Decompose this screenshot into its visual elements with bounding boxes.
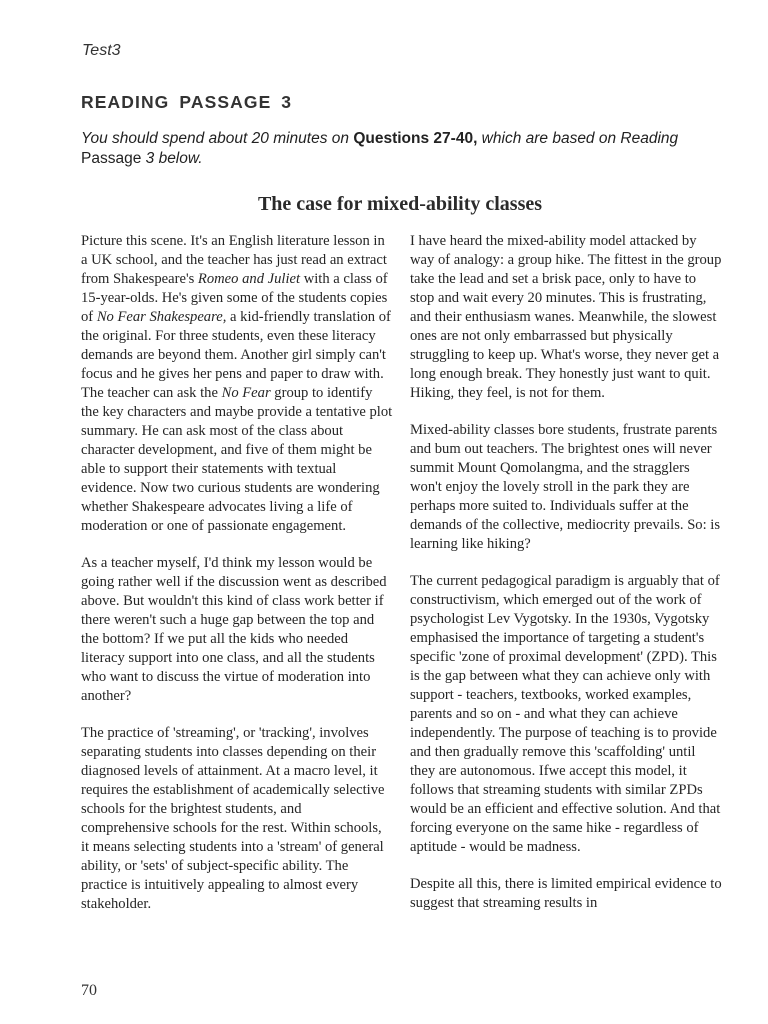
paragraph: Despite all this, there is limited empirical evidence to suggest that streaming results in [410, 876, 722, 911]
instructions-passage-number: 3 below. [145, 150, 203, 167]
instructions-passage: Passage [81, 150, 146, 167]
right-column [410, 232, 722, 913]
section-title: READING PASSAGE 3 [81, 92, 293, 112]
instructions-text: You should spend about 20 minutes on [81, 130, 354, 147]
page-number: 70 [81, 982, 97, 999]
paragraph: As a teacher myself, I'd think my lesson would be going rather well if the discussion went as described above. But wouldn't this kind of class work better if there weren't such a huge gap between the top and the bottom? If we put all the kids who needed literacy support into one class, and all the students who want to discuss the virtue of moderation into another? [81, 555, 387, 704]
paragraph: Mixed-ability classes bore students, frustrate parents and bum out teachers. The brightest ones will never summit Mount Qomolangma, and the stragglers won't enjoy the lovely stroll in the park they are perhaps more suited to. Individuals suffer at the demands of the collective, mediocrity prevails. So: is learning like hiking? [410, 422, 721, 552]
left-column [81, 232, 393, 914]
paragraph: I have heard the mixed-ability model attacked by way of analogy: a group hike. The fittest in the group take the lead and set a brisk pace, only to have to stop and wait every 20 minutes. This is frustrating, and their enthusiasm wanes. Meanwhile, the slowest ones are not only embarrassed but physically struggling to keep up. What's worse, they never get a long enough break. They honestly just want to quit. Hiking, they feel, is not for them. [410, 233, 722, 401]
instructions-text-cont: which are based on Reading [477, 130, 679, 147]
paragraph: The current pedagogical paradigm is arguably that of constructivism, which emerged out of the work of psychologist Lev Vygotsky. In the 1930s, Vygotsky emphasised the importance of targeting a student's specific 'zone of proximal development' (ZPD). This is the gap between what they can achieve only with support - teachers, textbooks, worked examples, parents and so on - and what they can achieve independently. The purpose of teaching is to provide and then gradually remove this 'scaffolding' until they are autonomous. Ifwe accept this model, it follows that streaming students with similar ZPDs would be an efficient and effective solution. And that forcing everyone on the same hike - regardless of aptitude - would be madness. [410, 573, 721, 855]
questions-range: Questions 27-40, [353, 130, 478, 147]
instructions [81, 129, 731, 169]
running-head: Test3 [82, 42, 121, 59]
paragraph: Picture this scene. It's an English literature lesson in a UK school, and the teacher has just read an extract from Shakespeare's Romeo and Juliet with a class of 15-year-olds. He's given some of the students copies of No Fear Shakespeare, a kid-friendly translation of the original. For three students, even these literacy demands are beyond them. Another girl simply can't focus and he gives her pens and paper to draw with. The teacher can ask the No Fear group to identify the key characters and maybe provide a tentative plot summary. He can ask most of the class about character development, and five of them might be able to support their statements with textual evidence. Now two curious students are wondering whether Shakespeare advocates living a life of moderation or one of passionate engagement. [81, 233, 393, 534]
paragraph: The practice of 'streaming', or 'tracking', involves separating students into classes depending on their diagnosed levels of attainment. At a macro level, it requires the establishment of academically selective schools for the brightest students, and comprehensive schools for the rest. Within schools, it means selecting students into a 'stream' of general ability, or 'sets' of subject-specific ability. The practice is intuitively appealing to almost every stakeholder. [81, 725, 385, 912]
article-title: The case for mixed-ability classes [257, 193, 543, 215]
